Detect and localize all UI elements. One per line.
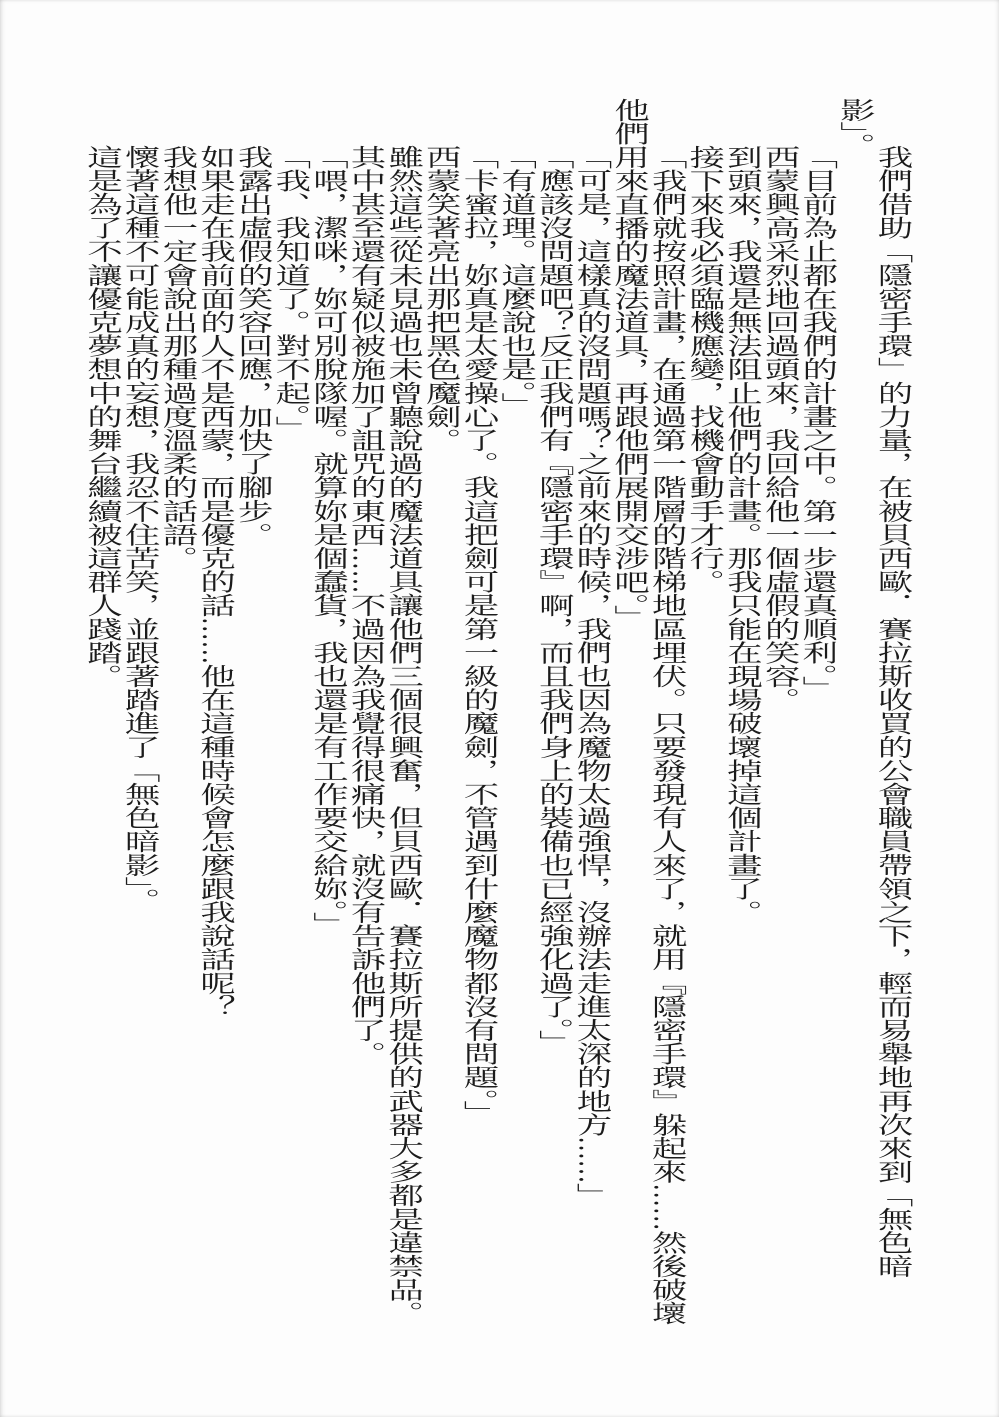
- paragraph-17: 如果走在我前面的人不是西蒙，而是優克的話……他在這種時候會怎麼跟我說話呢？: [193, 145, 233, 1019]
- paragraph-16: 我露出虛假的笑容回應，加快了腳步。: [231, 145, 271, 547]
- paragraph-20: 這是為了不讓優克夢想中的舞台繼續被這群人踐踏。: [81, 145, 121, 688]
- paragraph-14: 「喂，潔咪，妳可別脫隊喔。就算妳是個蠢貨，我也還是有工作要交給妳。」: [306, 145, 346, 936]
- paragraph-9: 「有道理。這麼說也是。」: [495, 145, 535, 417]
- paragraph-10: 「卡蜜拉，妳真是太愛操心了。我這把劍可是第一級的魔劍，不管遇到什麼魔物都沒有問題。」: [457, 145, 497, 1125]
- paragraph-6: 「我們就按照計畫，在通過第一階層的階梯地區埋伏。只要發現有人來了，就用『隱密手環』躲起來……然後破壞他們用來直播的魔法道具，再跟他們展開交涉吧。」: [608, 98, 685, 1326]
- paragraph-7: 「可是，這樣真的沒問題嗎？之前來的時候，我們也因為魔物太過強悍，沒辦法走進太深的地方……」: [570, 145, 610, 1208]
- paragraph-19: 懷著這種不可能成真的妄想，我忍不住苦笑，並跟著踏進了「無色暗影」。: [118, 145, 158, 913]
- paragraph-15: 「我、我知道了。對不起。」: [269, 145, 309, 441]
- paragraph-12: 雖然這些從未見過也未曾聽說過的魔法道具讓他們三個很興奮，但貝西歐．賽拉斯所提供的武器大多都是違禁品。: [382, 145, 422, 1326]
- paragraph-3: 西蒙興高采烈地回過頭來，我回給他一個虛假的笑容。: [758, 145, 798, 712]
- paragraph-5: 接下來我必須臨機應變，找機會動手才行。: [683, 145, 723, 594]
- paragraph-8: 「應該沒問題吧？反正我們有『隱密手環』啊，而且我們身上的裝備也已經強化過了。」: [532, 145, 572, 1054]
- paragraph-13: 其中甚至還有疑似被施加了詛咒的東西……不過因為我覺得很痛快，就沒有告訴他們了。: [344, 145, 384, 1066]
- vertical-text-block: [81, 98, 909, 1332]
- paragraph-11: 西蒙笑著亮出那把黑色魔劍。: [419, 145, 459, 452]
- paragraph-2: 「目前為止都在我們的計畫之中。第一步還真順利。」: [796, 145, 836, 700]
- paragraph-1: 我們借助「隱密手環」的力量，在被貝西歐．賽拉斯收買的公會職員帶領之下，輕而易舉地再次來到「無色暗影」。: [833, 98, 911, 1278]
- paragraph-4: 到頭來，我還是無法阻止他們的計畫。那我只能在現場破壞掉這個計畫了。: [720, 145, 760, 924]
- paragraph-18: 我想他一定會說出那種過度溫柔的話語。: [156, 145, 196, 570]
